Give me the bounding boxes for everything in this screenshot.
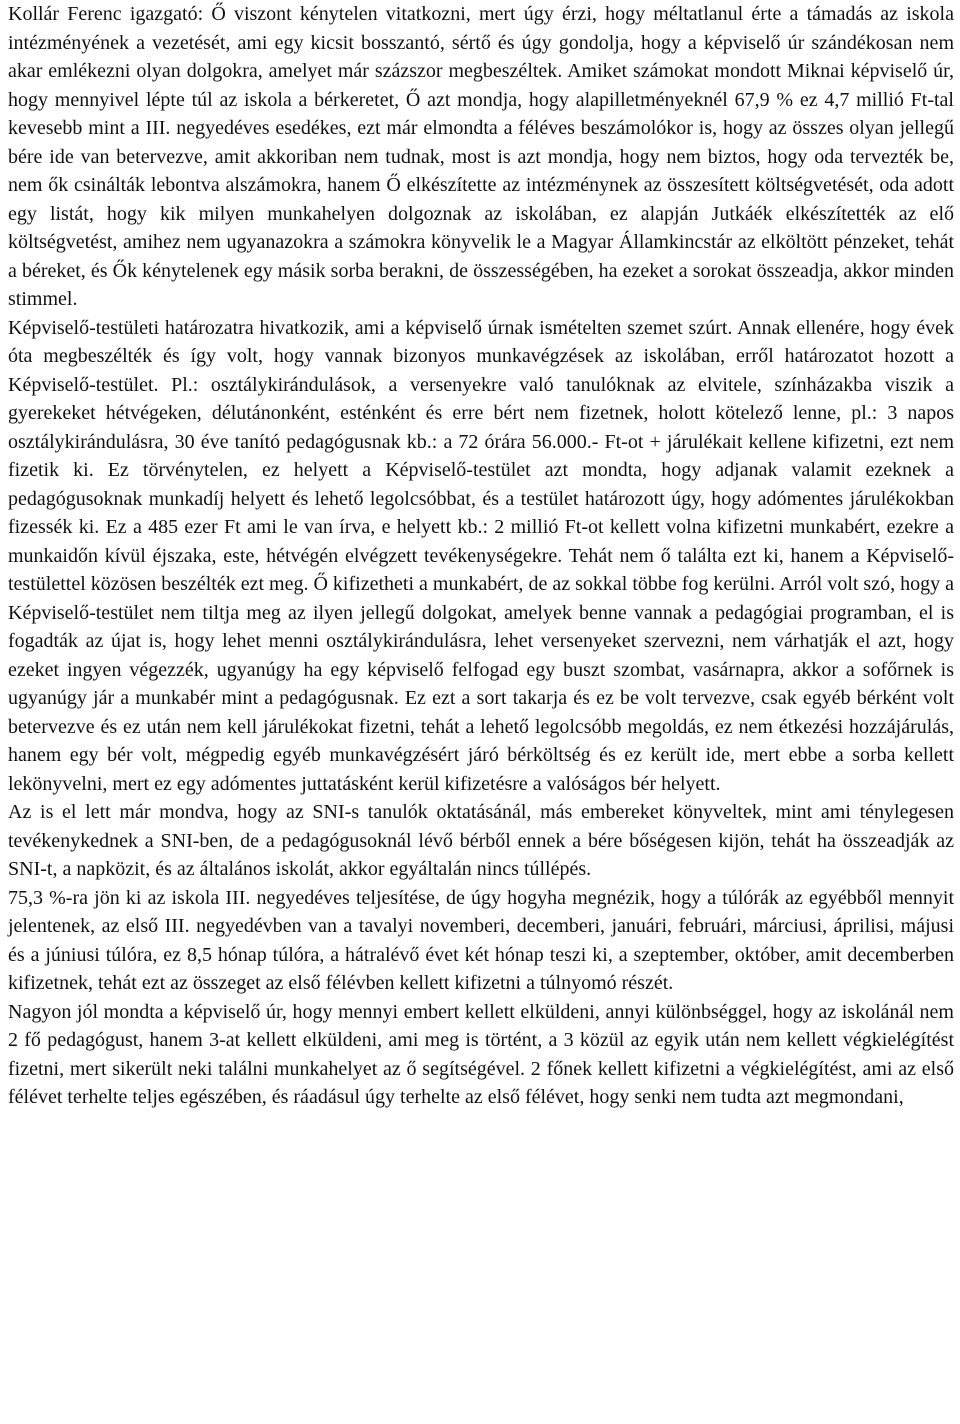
paragraph-director-statement: Kollár Ferenc igazgató: Ő viszont kénytelen vitatkozni, mert úgy érzi, hogy méltatlanul érte a támadás az iskola intézményének a vezetését, ami egy kicsit bosszantó, sértő és úgy gondolja, hogy a képviselő úr szándékosan nem akar emlékezni olyan dolgokra, amelyet már százszor megbeszéltek. Amiket számokat mondott Miknai képviselő úr, hogy mennyivel lépte túl az iskola a bérkeretet, Ő azt mondja, hogy alapilletményeknél 67,9 % ez 4,7 millió Ft-tal kevesebb mint a III. negyedéves esedékes, ezt már elmondta a féléves beszámolókor is, hogy az összes olyan jellegű bére ide van betervezve, amit akkoriban nem tudnak, most is azt mondja, hogy nem biztos, hogy oda tervezték be, nem ők csinálták lebontva alszámokra, hanem Ő elkészítette az intézménynek az összesített költségvetését, oda adott egy listát, hogy kik milyen munkahelyen dolgoznak az iskolában, ez alapján Jutkáék elkészítették az elő költségvetést, amihez nem ugyanazokra a számokra könyvelik le a Magyar Államkincstár az elköltött pénzeket, tehát a béreket, és Ők kénytelenek egy másik sorba berakni, de összességében, ha ezeket a sorokat összeadja, akkor minden stimmel. [8,3,954,310]
paragraph-staff-dismissal: Nagyon jól mondta a képviselő úr, hogy mennyi embert kellett elküldeni, annyi különbséggel, hogy az iskolánál nem 2 fő pedagógust, hanem 3-at kellett elküldeni, ami meg is történt, a 3 közül az egyik után nem kellett végkielégítést fizetni, mert sikerült neki találni munkahelyet az ő segítségével. 2 főnek kellett kifizetni a végkielégítést, ami az első félévet terhelte teljes egészében, és ráadásul úgy terhelte az első félévet, hogy senki nem tudta azt megmondani, [8,1000,954,1108]
paragraph-quarterly-performance: 75,3 %-ra jön ki az iskola III. negyedéves teljesítése, de úgy hogyha megnézik, hogy a túlórák az egyébből mennyit jelentenek, az első III. negyedévben van a tavalyi novemberi, decemberi, januári, februári, márciusi, áprilisi, májusi és a júniusi túlóra, ez 8,5 hónap túlóra, a hátralévő évet két hónap teszi ki, a szeptember, október, amit decemberben kifizetnek, tehát ezt az összeget az első félévben kellett kifizetni a túlnyomó részét. [8,886,954,994]
paragraph-council-resolution: Képviselő-testületi határozatra hivatkozik, ami a képviselő úrnak ismételten szemet szúrt. Annak ellenére, hogy évek óta megbeszélték és így volt, hogy vannak bizonyos munkavégzések az iskolában, erről határozatot hozott a Képviselő-testület. Pl.: osztálykirándulások, a versenyekre való tanulóknak az elvitele, színházakba viszik a gyerekeket hétvégeken, délutánonként, esténként és erre bért nem fizetnek, holott kötelező lenne, pl.: 3 napos osztálykirándulásra, 30 éve tanító pedagógusnak kb.: a 72 órára 56.000.- Ft-ot + járulékait kellene kifizetni, ezt nem fizetik ki. Ez törvénytelen, ez helyett a Képviselő-testület azt mondta, hogy adjanak valamit ezeknek a pedagógusoknak munkadíj helyett és lehető legolcsóbbat, és a testület határozott úgy, hogy adómentes járulékokban fizessék ki. Ez a 485 ezer Ft ami le van írva, e helyett kb.: 2 millió Ft-ot kellett volna kifizetni munkabért, ezekre a munkaidőn kívül éjszaka, este, hétvégén elvégzett tevékenységekre. Tehát nem ő találta ezt ki, hanem a Képviselő-testülettel közösen beszélték ezt meg. Ő kifizetheti a munkabért, de az sokkal többe fog kerülni. Arról volt szó, hogy a Képviselő-testület nem tiltja meg az ilyen jellegű dolgokat, amelyek benne vannak a pedagógiai programban, el is fogadták az újat is, hogy lehet menni osztálykirándulásra, lehet versenyeket szervezni, nem várhatják el azt, hogy ezeket ingyen végezzék, ugyanúgy ha egy képviselő felfogad egy buszt szombat, vasárnapra, akkor a sofőrnek is ugyanúgy jár a munkabér mint a pedagógusnak. Ez ezt a sort takarja és ez be volt tervezve, csak egyéb bérként volt betervezve és ez után nem kell járulékokat fizetni, tehát a lehető legolcsóbb megoldás, ez nem étkezési hozzájárulás, hanem egy bér volt, mégpedig egyéb munkavégzésért járó bérköltség és ez került ide, mert ebbe a sorba kellett lekönyvelni, mert ez egy adómentes juttatásként kerül kifizetésre a valóságos bér helyett. [8,316,954,795]
paragraph-sni-students: Az is el lett már mondva, hogy az SNI-s tanulók oktatásánál, más embereket könyveltek, mint ami ténylegesen tevékenykednek a SNI-ben, de a pedagógusoknál lévő bérből ennek a bére bőségesen kijön, tehát ha összeadják az SNI-t, a napközit, és az általános iskolát, akkor egyáltalán nincs túllépés. [8,801,954,880]
document-page [8,0,954,1112]
